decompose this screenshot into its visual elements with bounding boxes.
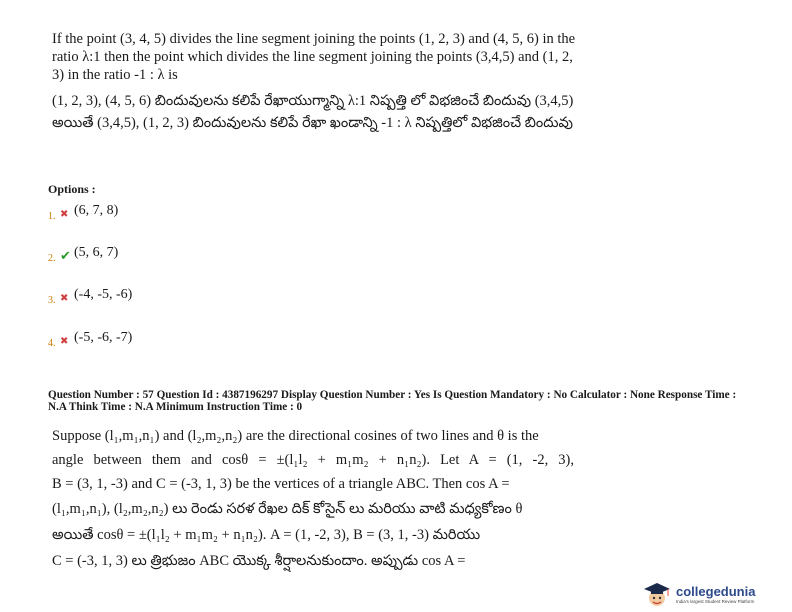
question-2-line-3: B = (3, 1, -3) and C = (-3, 1, 3) be the vertices of a triangle ABC. Then cos A = <box>52 476 510 492</box>
cross-icon: ✖ <box>60 336 69 347</box>
cross-icon: ✖ <box>60 293 69 304</box>
question-2-telugu-3: C = (-3, 1, 3) లు త్రిభుజం ABC యొక్క శీర్షాలనుకుందాం. అప్పుడు cos A = <box>52 553 466 569</box>
option-value: (6, 7, 8) <box>74 203 119 218</box>
collegedunia-logo <box>642 579 792 609</box>
question-2-line-1: Suppose (l₁,m₁,n₁) and (l₂,m₂,n₂) are the directional cosines of two lines and θ is the <box>52 428 539 444</box>
logo-tagline: India's largest Student Review Platform <box>676 599 755 604</box>
option-number: 1. <box>48 211 56 222</box>
option-value: (5, 6, 7) <box>74 245 119 260</box>
question-1-english: If the point (3, 4, 5) divides the line segment joining the points (1, 2, 3) and (4, 5, 6) in the ratio λ:1 then the point which divides the line segment joining the points (3,4,5) and (1, 2, 3) in the ratio -1 : λ is <box>52 31 576 83</box>
option-number: 4. <box>48 338 56 349</box>
cross-icon: ✖ <box>60 209 69 220</box>
question-1 <box>52 30 577 134</box>
option-2[interactable] <box>48 245 118 264</box>
graduate-cap-icon <box>642 580 672 608</box>
question-2-line-2: angle between them and cosθ = ±(l₁l₂ + m₁m₂ + n₁n₂). Let A = (1, -2, 3), <box>52 452 574 468</box>
question-1-telugu: (1, 2, 3), (4, 5, 6) బిందువులను కలిపే రేఖాయుగ్మాన్ని λ:1 నిష్పత్తి లో విభజించే బిందువు (3,4,5) అయితే (3,4,5), (1, 2, 3) బిందువులను కలిపే రేఖా ఖండాన్ని -1 : λ నిష్పత్తిలో విభజించే బిందువు <box>52 93 574 131</box>
option-3[interactable] <box>48 287 132 306</box>
options-label: Options : <box>48 182 96 196</box>
option-value: (-4, -5, -6) <box>74 287 133 302</box>
option-value: (-5, -6, -7) <box>74 330 133 345</box>
option-number: 2. <box>48 253 56 264</box>
question-2-telugu-1: (l₁,m₁,n₁), (l₂,m₂,n₂) లు రెండు సరళ రేఖల దిక్ కోసైన్ లు మరియు వాటి మధ్యకోణం θ <box>52 501 523 517</box>
option-number: 3. <box>48 295 56 306</box>
question-2 <box>52 424 574 574</box>
logo-name: collegedunia <box>676 584 756 599</box>
question-meta: Question Number : 57 Question Id : 4387196297 Display Question Number : Yes Is Question Mandatory : No Calculator : None Response Time : N.A Think Time : N.A Minimum Instruction Time : 0 <box>48 389 737 413</box>
option-1[interactable] <box>48 203 118 222</box>
option-4[interactable] <box>48 330 132 349</box>
check-icon: ✔ <box>60 248 71 263</box>
question-2-telugu-2: అయితే cosθ = ±(l₁l₂ + m₁m₂ + n₁n₂). A = (1, -2, 3), B = (3, 1, -3) మరియు <box>52 527 481 543</box>
